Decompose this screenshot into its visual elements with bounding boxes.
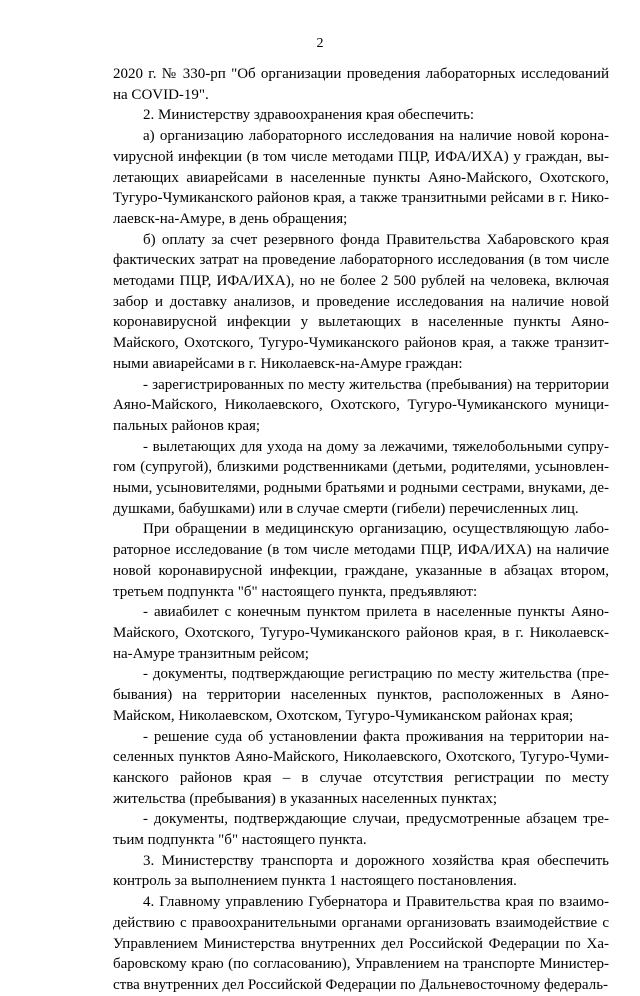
paragraph-dash-ticket: - авиабилет с конечным пунктом прилета в населенные пункты Аяно-Майского, Охотского, Тугуро-Чумиканского районов края, в г. Николаевск-на-Амуре транзитным рейсом; (113, 604, 609, 662)
page-number: 2 (316, 36, 324, 51)
paragraph-item-3: 3. Министерству транспорта и дорожного хозяйства края обеспечить контроль за выполнением пункта 1 настоящего постановления. (113, 852, 609, 890)
paragraph-dash-registration: - документы, подтверждающие регистрацию по месту жительства (пребывания) на территории населенных пунктов, расположенных в Аяно-Майском, Николаевском, Охотском, Тугуро-Чумиканском районах края; (113, 666, 609, 724)
paragraph-dash-court: - решение суда об установлении факта проживания на территории населенных пунктов Аяно-Майского, Николаевского, Охотского, Тугуро-Чумиканского районов края – в случае отсутствия регистрации по месту жительства (пребывания) в указанных населенных пунктах; (113, 728, 609, 807)
paragraph-documents-intro: При обращении в медицинскую организацию, осуществляющую лабораторное исследование (в том числе методами ПЦР, ИФА/ИХА) на наличие новой коронавирусной инфекции, граждане, указанные в абзацах втором, третьем подпункта "б" настоящего пункта, предъявляют: (113, 521, 609, 600)
paragraph-dash-care: - вылетающих для ухода на дому за лежачими, тяжелобольными супругом (супругой), близкими родственниками (детьми, родителями, усыновленными, усыновителями, родными братьями и родными сестрами, внуками, дедушками, бабушками) или в случае смерти (гибели) перечисленных лиц. (113, 438, 609, 517)
paragraph-subitem-a: а) организацию лабораторного исследования на наличие новой коронаvирусной инфекции (в том числе методами ПЦР, ИФА/ИХА) у граждан, вылетающих авиарейсами в населенные пункты Аяно-Майского, Охотского, Тугуро-Чумиканского районов края, а также транзитными рейсами в г. Николаевск-на-Амуре, в день обращения; (113, 128, 609, 227)
paragraph-item-2: 2. Министерству здравоохранения края обеспечить: (143, 107, 475, 124)
paragraph-subitem-b: б) оплату за счет резервного фонда Правительства Хабаровского края фактических затрат на проведение лабораторного исследования (в том числе методами ПЦР, ИФА/ИХА), но не более 2 500 рублей на человека, включая забор и доставку анализов, и проведение исследования на наличие новой коронавирусной инфекции у вылетающих в населенные пункты Аяно-Майского, Охотского, Тугуро-Чумиканского районов края, а также транзитными авиарейсами в г. Николаевск-на-Амуре граждан: (113, 231, 609, 372)
paragraph-dash-cases: - документы, подтверждающие случаи, предусмотренные абзацем третьим подпункта "б" настоящего пункта. (113, 811, 609, 849)
document-body (113, 64, 609, 996)
paragraph-continuation: 2020 г. № 330-рп "Об организации проведения лабораторных исследований на COVID-19". (113, 66, 609, 103)
paragraph-item-4: 4. Главному управлению Губернатора и Правительства края по взаимодействию с правоохранительными органами организовать взаимодействие с Управлением Министерства внутренних дел Российской Федерации по Хабаровскому краю (по согласованию), Управлением на транспорте Министерства внутренних дел Российской Федерации по Дальневосточному федераль- (113, 894, 609, 993)
paragraph-dash-registered: - зарегистрированных по месту жительства (пребывания) на территории Аяно-Майского, Николаевского, Охотского, Тугуро-Чумиканского муниципальных районов края; (113, 376, 609, 434)
